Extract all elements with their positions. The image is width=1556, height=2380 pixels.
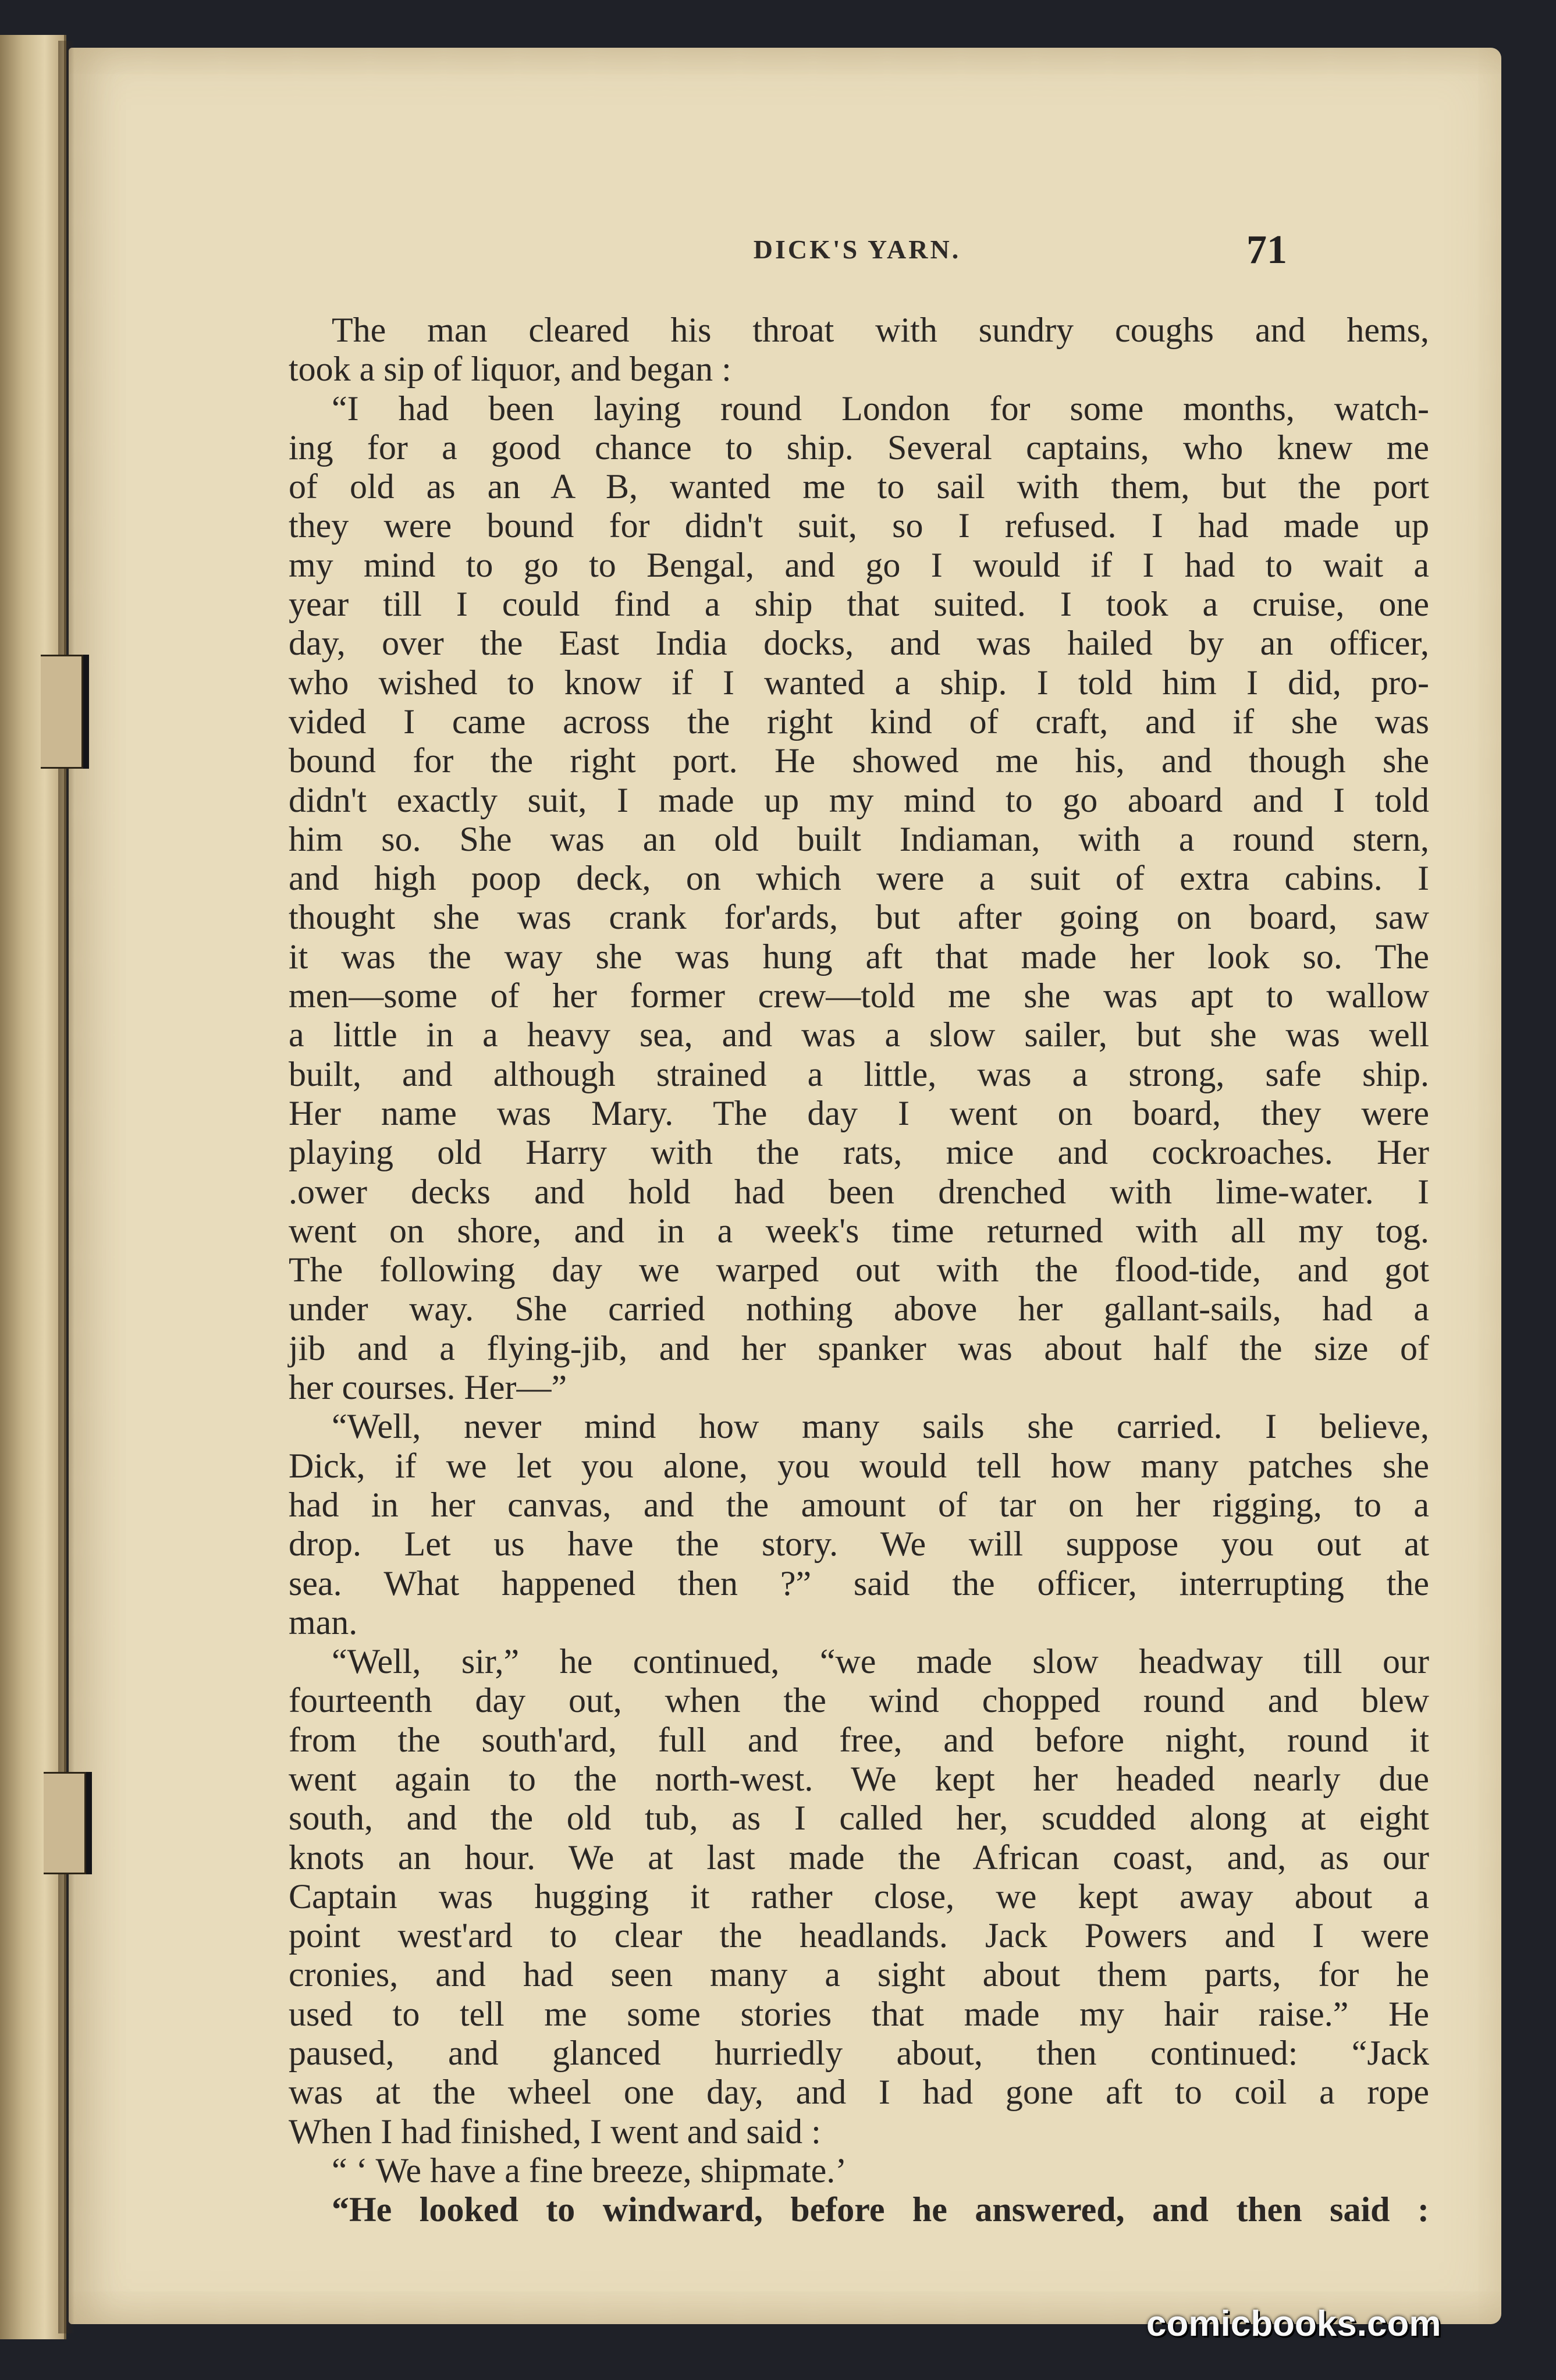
- text-line: sea. What happened then ?” said the officer, interrupting the: [289, 1564, 1429, 1603]
- text-line: took a sip of liquor, and began :: [289, 350, 731, 389]
- text-line: Dick, if we let you alone, you would tell how many patches she: [289, 1446, 1429, 1485]
- text-line: was at the wheel one day, and I had gone aft to coil a rope: [289, 2073, 1429, 2112]
- text-line: drop. Let us have the story. We will suppose you out at: [289, 1525, 1429, 1564]
- text-block: [289, 311, 1429, 2230]
- text-line: “ ‘ We have a fine breeze, shipmate.’: [332, 2151, 847, 2190]
- text-line: “Well, sir,” he continued, “we made slow headway till our: [332, 1642, 1429, 1681]
- text-line: “I had been laying round London for some months, watch-: [332, 389, 1429, 428]
- text-line: knots an hour. We at last made the African coast, and, as our: [289, 1838, 1429, 1877]
- text-line: cronies, and had seen many a sight about them parts, for he: [289, 1955, 1429, 1994]
- text-line: used to tell me some stories that made my hair raise.” He: [289, 1994, 1429, 2033]
- site-watermark: comicbooks.com: [1146, 2304, 1441, 2344]
- book-page: [69, 48, 1501, 2324]
- text-line: didn't exactly suit, I made up my mind to go aboard and I told: [289, 780, 1429, 819]
- text-line: vided I came across the right kind of craft, and if she was: [289, 702, 1429, 741]
- text-line: The man cleared his throat with sundry coughs and hems,: [332, 311, 1429, 349]
- text-line: they were bound for didn't suit, so I refused. I had made up: [289, 506, 1429, 545]
- text-line: thought she was crank for'ards, but after going on board, saw: [289, 898, 1429, 937]
- text-line: men—some of her former crew—told me she was apt to wallow: [289, 976, 1429, 1015]
- text-line: “He looked to windward, before he answered, and then said :: [332, 2190, 1429, 2229]
- text-line: built, and although strained a little, was a strong, safe ship.: [289, 1054, 1429, 1093]
- text-line: bound for the right port. He showed me his, and though she: [289, 741, 1429, 780]
- running-head: DICK'S YARN.: [753, 235, 961, 264]
- text-line: him so. She was an old built Indiaman, with a round stern,: [289, 819, 1429, 858]
- text-line: fourteenth day out, when the wind chopped round and blew: [289, 1681, 1429, 1720]
- page-number: 71: [1246, 228, 1287, 272]
- text-line: had in her canvas, and the amount of tar on her rigging, to a: [289, 1485, 1429, 1524]
- text-line: The following day we warped out with the flood-tide, and got: [289, 1251, 1429, 1290]
- text-line: playing old Harry with the rats, mice and cockroaches. Her: [289, 1133, 1429, 1172]
- text-line: ing for a good chance to ship. Several captains, who knew me: [289, 428, 1429, 467]
- text-line: her courses. Her—”: [289, 1368, 567, 1407]
- text-line: day, over the East India docks, and was hailed by an officer,: [289, 624, 1429, 663]
- text-line: .ower decks and hold had been drenched with lime-water. I: [289, 1172, 1429, 1211]
- text-line: jib and a flying-jib, and her spanker was about half the size of: [289, 1328, 1429, 1367]
- binding-tear: [41, 655, 83, 769]
- text-line: Her name was Mary. The day I went on board, they were: [289, 1093, 1429, 1132]
- text-line: south, and the old tub, as I called her, scudded along at eight: [289, 1799, 1429, 1838]
- text-line: went again to the north-west. We kept her headed nearly due: [289, 1759, 1429, 1798]
- text-line: point west'ard to clear the headlands. Jack Powers and I were: [289, 1916, 1429, 1955]
- text-line: my mind to go to Bengal, and go I would if I had to wait a: [289, 545, 1429, 584]
- text-line: under way. She carried nothing above her gallant-sails, had a: [289, 1290, 1429, 1328]
- text-line: of old as an A B, wanted me to sail with them, but the port: [289, 467, 1429, 506]
- text-line: When I had finished, I went and said :: [289, 2112, 821, 2151]
- text-line: and high poop deck, on which were a suit of extra cabins. I: [289, 859, 1429, 898]
- text-line: man.: [289, 1603, 358, 1642]
- text-line: year till I could find a ship that suited. I took a cruise, one: [289, 585, 1429, 624]
- text-line: Captain was hugging it rather close, we kept away about a: [289, 1877, 1429, 1916]
- text-line: who wished to know if I wanted a ship. I told him I did, pro-: [289, 663, 1429, 702]
- binding-shadow: [58, 41, 74, 2333]
- text-line: from the south'ard, full and free, and before night, round it: [289, 1720, 1429, 1759]
- text-line: “Well, never mind how many sails she carried. I believe,: [332, 1407, 1429, 1446]
- text-line: it was the way she was hung aft that made her look so. The: [289, 937, 1429, 976]
- text-line: went on shore, and in a week's time returned with all my tog.: [289, 1211, 1429, 1250]
- text-line: paused, and glanced hurriedly about, then continued: “Jack: [289, 2034, 1429, 2073]
- text-line: a little in a heavy sea, and was a slow sailer, but she was well: [289, 1015, 1429, 1054]
- left-page-edge: [0, 35, 66, 2339]
- binding-tear: [44, 1772, 86, 1874]
